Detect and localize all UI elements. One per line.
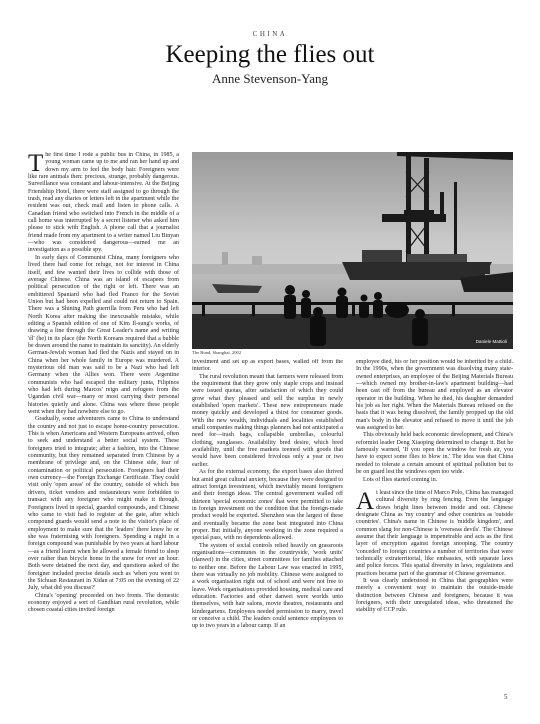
section-paragraph	[356, 487, 513, 578]
article-column-2	[192, 359, 343, 708]
article-column-3	[356, 359, 513, 708]
paragraph: investment and set up as export bases, walled off from the interior.	[192, 359, 343, 373]
drop-cap: A	[356, 487, 375, 515]
paragraph	[28, 152, 179, 255]
paragraph: The rural revolution meant that farmers were released from the requirement that they grow only staple crops and instead were issued quotas, after satisfaction of which they could grow what they pleased and sell the surplus in newly established 'open markets'. These new entrepreneurs made money quickly and developed a thirst for consumer goods. With the new wealth, individuals and localities established small companies making things planners had not anticipated a need for—trash bags, collapsible umbrellas, colourful clothing, sunglasses. Availability bred desire, which bred availability, until the free markets teemed with goods that would have been considered frivolous only a year or two earlier.	[192, 373, 343, 468]
article-author: Anne Stevenson-Yang	[211, 71, 329, 86]
paragraph-rest: he first time I rode a public bus in China, in 1985, a young woman came up to me and ran her hand up and down my arm to feel the body hair. Foreigners were like rare animals then: precious, strange, probably dangerous. Surveillance was constant and labour-intensive. At the Beijing Friendship Hotel, there were staff assigned to go through the trash, read any diaries or letters left in the apartment while the resident was out, check mail and listen to phone calls. A Canadian friend who switched into French in the middle of a call home was interrupted by a secret listener who asked him please to stick with English. A phone call that a journalist friend made from my apartment to a writer named Liu Binyan—who was considered dangerous—earned me an investigation as a possible spy.	[28, 152, 179, 254]
paragraph: It was clearly understood in China that geographies were merely a convenient way to maintain the outside-inside distinction between Chinese and foreigners, because it was foreigners, with their unregulated ideas, who threatened the stability of CCP rule.	[356, 577, 513, 614]
photo-caption: The Bund, Shanghai, 2002	[192, 350, 242, 355]
paragraph: This obviously held back economic development, and China's reformist leader Deng Xiaoping determined to change it. But he famously warned, 'If you open the window for fresh air, you have to expect some flies to blow in.' The idea was that China needed to tolerate a certain amount of spiritual pollution but to be on guard lest the windows open too wide.	[356, 432, 513, 476]
paragraph: Gradually, some adventurers came to China to understand the country and not just to escape home-country persecution. This is when Americans and Western Europeans arrived, often to seek and understand a better social system. These foreigners tried to integrate; after a fashion, into the Chinese community, but they remained separated from Chinese by a membrane of privilege and, on the Chinese side, fear of contamination or political persecution. Foreigners had their own currency—the Foreign Exchange Certificate. They could visit only 'open areas' of the country, outside of which bus drivers, ticket vendors and restaurateurs were forbidden to transact with any foreigner who might make it through. Foreigners lived in special, guarded compounds, and Chinese who came to visit had to register at the gate, after which compound guards would send a note to the visitor's place of employment to make sure that the 'leaders' there knew he or she was fraternising with foreigners. Spending a night in a foreign compound was punishable by two years at hard labour—as a friend learnt when he allowed a female friend to sleep over rather than bicycle home in the snow for over an hour. Both were detained the next day, and questions asked of the foreigner included precise details such as 'when you went to the Sichuan Restaurant in Xidan at 7:05 on the evening of 22 July, what did you discuss?'	[28, 416, 179, 592]
paragraph: In early days of Communist China, many foreigners who lived there had come for refuge, not for interest in China itself, and few wanted their lives to collide with those of average Chinese. China was an island of escapees from political persecution of the right or left. There was an embittered Spaniard who had fled Franco for the Soviet Union but had been expelled and could not return to Spain. There was a Shining Path guerrilla from Peru who had left North Korea after making the inexcusable mistake, while editing a Spanish edition of one of Kim Il-sung's works, of drawing a line through the Great Leader's name and writing 'él' (he) in its place (the North Koreans required that a bubble be drawn around the name to maintain its sanctity). An elderly German-Jewish woman had fled the Nazis and stayed on in China when her whole family in Europe was murdered. A mysterious old man was said to be a Nazi who had left Germany when the Allies won. There were Argentine communists who had escaped the military junta, Filipinos who had left during Marcos' reign and refugees from the Ugandan civil war—many or most carrying their personal histories quietly and alone. China was where these people went when they had nowhere else to go.	[28, 254, 179, 416]
article-column-1	[28, 152, 179, 708]
section-label: CHINA	[252, 30, 288, 38]
photo-credit: Daniele Mattioli	[475, 339, 507, 344]
paragraph: China's 'opening' proceeded on two fronts. The domestic economy enjoyed a sort of Gandhian rural revolution, while chosen coastal cities invited foreign	[28, 592, 179, 614]
paragraph: Lots of flies started coming in.	[363, 476, 438, 483]
paragraph: As for the external economy, the export bases also thrived but amid great cultural anxiety, because they were designed to attract foreign investment, which inevitably meant foreigners and their foreign ideas. The central government walled off thirteen 'special economic zones' that were permitted to take in foreign investment on the condition that the foreign-made product would be exported. Shenzhen was the largest of these and eventually became the zone best integrated into China proper. But initially, anyone working in the zone required a special pass, with no dependents allowed.	[192, 469, 343, 542]
page-number: 5	[504, 693, 508, 701]
harbour-scene-image	[192, 152, 513, 349]
drop-cap: T	[28, 152, 44, 177]
paragraph: The system of social controls relied heavily on grassroots organisations—communes in the countryside, 'work units' (danwei) in the cities, street committees for families attached to neither one. Before the Labour Law was enacted in 1995, there was virtually no job mobility. Chinese were assigned to a work organisation right out of school and were not free to leave. Work organisations provided housing, medical care and education. Factories and other danwei were worlds unto themselves, with hair salons, movie theatres, restaurants and kindergartens. Employees needed permission to marry, travel or conceive a child. The leaders could sentence employees to up to two years in a labour camp. If an	[192, 542, 343, 630]
article-title: Keeping the flies out	[165, 41, 375, 68]
paragraph: employee died, his or her position would be inherited by a child. In the 1990s, when the government was dissolving many state-owned enterprises, an employee of the Beijing Materials Bureau—which owned my brother-in-law's apartment building—had been cast off from the bureau and employed as an elevator operator in the building. When he died, his daughter demanded his job as her right. When the Materials Bureau refused on the basis that it was being dissolved, the family propped up the old man's body in the elevator and refused to move it until the job was assigned to her.	[356, 359, 513, 432]
article-photo	[192, 152, 513, 349]
paragraph-rest: t least since the time of Marco Polo, China has managed cultural diversity by ring fencing. Even the language draws bright lines between inside and out. Chinese designate China as 'my country' and other countries as 'outside countries'. China's name in Chinese is 'middle kingdom', and common slang for non-Chinese is 'overseas devils'. The Chinese assume that their language is impenetrable and acts as the first layer of encryption against foreign snooping. The country 'conceded' to foreign countries a number of territories that were technically extraterritorial, like embassies, with separate laws and police forces. This spatial diversity in laws, regulations and practices became part of the grammar of Chinese governance.	[356, 489, 513, 577]
